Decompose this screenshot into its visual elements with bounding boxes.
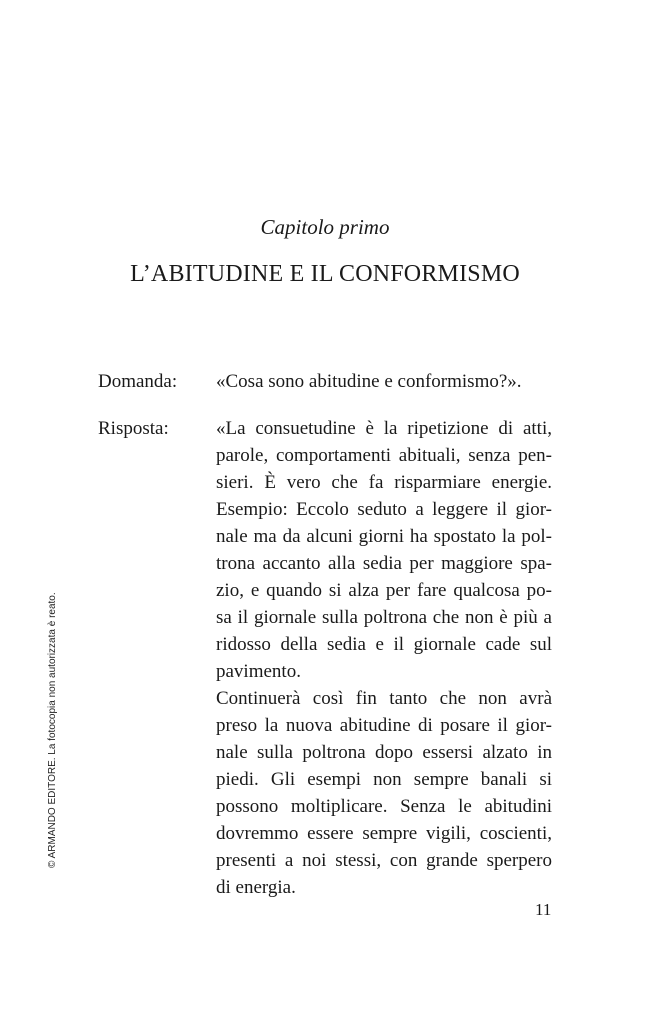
answer-line: «La consuetudine è la ripetizione di atti, <box>216 418 552 439</box>
answer-line: zio, e quando si alza per fare qualcosa po- <box>216 580 552 601</box>
chapter-label: Capitolo primo <box>260 215 390 239</box>
question-label: Domanda: <box>98 371 178 392</box>
answer-line: piedi. Gli esempi non sempre banali si <box>216 769 552 790</box>
question-text <box>216 368 552 395</box>
answer-line: possono moltiplicare. Senza le abitudini <box>216 796 552 817</box>
page-number: 11 <box>535 900 552 919</box>
answer-line: Continuerà così fin tanto che non avrà <box>216 688 552 709</box>
answer-line: nale ma da alcuni giorni ha spostato la pol- <box>216 526 552 547</box>
copyright-note: © ARMANDO EDITORE. La fotocopia non autorizzata è reato. <box>47 592 58 868</box>
answer-line: parole, comportamenti abituali, senza pen- <box>216 445 552 466</box>
answer-line: Esempio: Eccolo seduto a leggere il gior- <box>216 499 552 520</box>
answer-label: Risposta: <box>98 418 169 439</box>
answer-line: presenti a noi stessi, con grande sperpero <box>216 850 552 871</box>
answer-line: trona accanto alla sedia per maggiore spa- <box>216 553 552 574</box>
answer-line: ridosso della sedia e il giornale cade sul <box>216 634 552 655</box>
chapter-title: L’ABITUDINE E IL CONFORMISMO <box>130 261 520 287</box>
answer-line: dovremmo essere sempre vigili, coscienti, <box>216 823 552 844</box>
answer-line: di energia. <box>216 877 296 898</box>
answer-line: sieri. È vero che fa risparmiare energie. <box>216 472 552 493</box>
answer-line: sa il giornale sulla poltrona che non è più a <box>216 607 552 628</box>
answer-text <box>216 415 552 901</box>
answer-line: pavimento. <box>216 661 301 682</box>
answer-line: nale sulla poltrona dopo essersi alzato in <box>216 742 552 763</box>
answer-line: preso la nuova abitudine di posare il gior- <box>216 715 552 736</box>
question-line: «Cosa sono abitudine e conformismo?». <box>216 371 522 392</box>
